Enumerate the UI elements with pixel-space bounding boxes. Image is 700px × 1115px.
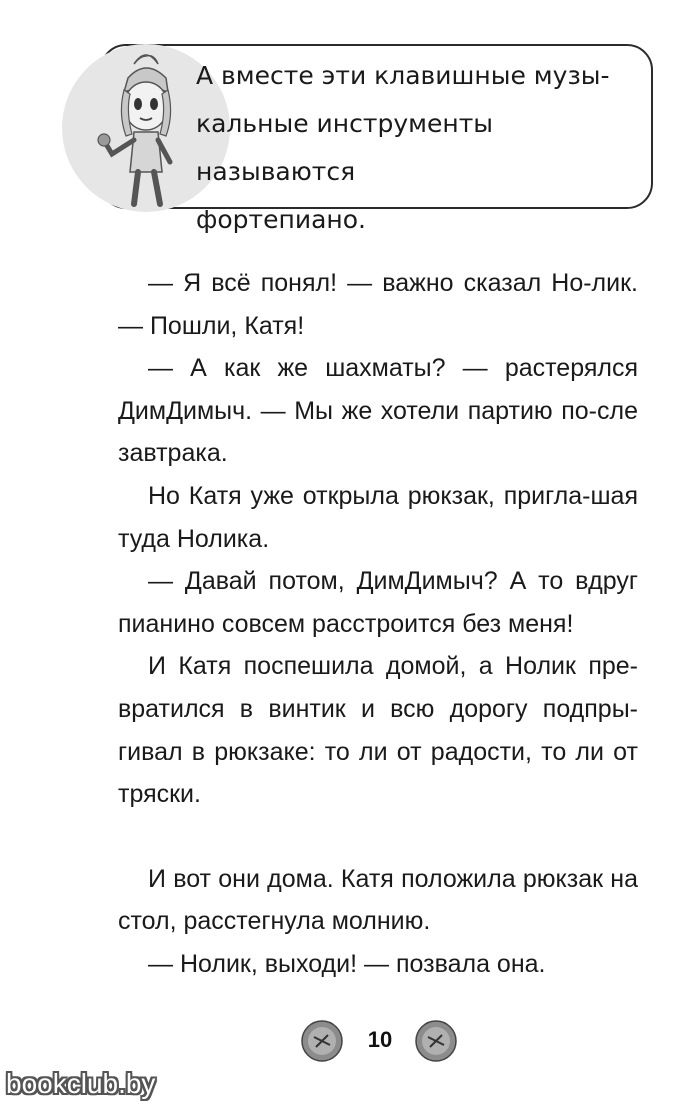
page-number: 10 <box>367 1027 393 1052</box>
paragraph: — Я всё понял! — важно сказал Но-лик. — Пошли, Катя! <box>118 269 638 340</box>
screw-head-icon <box>300 1019 344 1063</box>
page-footer <box>300 1015 460 1065</box>
story-text <box>118 262 638 986</box>
paragraph: — Нолик, выходи! — позвала она. <box>148 949 546 978</box>
watermark: bookclub.by <box>6 1068 156 1099</box>
callout-text: А вместе эти клавишные музы- кальные инструменты называются фортепиано. <box>196 61 610 234</box>
paragraph: И Катя поспешила домой, а Нолик пре-вратился в винтик и всю дорогу подпры-гивал в рюкзаке: то ли от радости, то ли от тряски. <box>118 652 638 809</box>
paragraph: И вот они дома. Катя положила рюкзак на стол, расстегнула молнию. <box>118 864 638 936</box>
section-gap <box>118 816 638 858</box>
screw-head-icon <box>414 1019 458 1063</box>
paragraph: — Давай потом, ДимДимыч? А то вдруг пианино совсем расстроится без меня! <box>118 567 638 638</box>
paragraph: Но Катя уже открыла рюкзак, пригла-шая туда Нолика. <box>118 481 638 553</box>
paragraph: — А как же шахматы? — растерялся ДимДимыч. — Мы же хотели партию по-сле завтрака. <box>118 354 638 468</box>
